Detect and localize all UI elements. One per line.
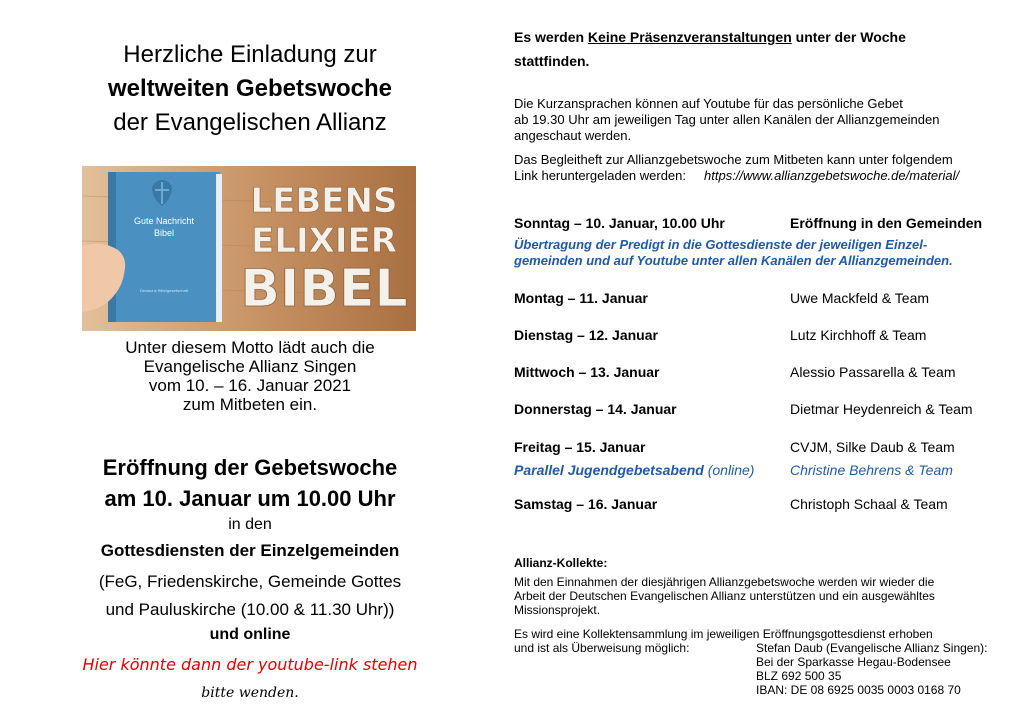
schedule-day-monday: Montag – 11. Januar <box>514 290 648 306</box>
in-den-text: in den <box>228 516 272 533</box>
opening-line-1: Eröffnung der Gebetswoche <box>102 455 398 480</box>
youtube-link-placeholder[interactable]: Hier könnte dann der youtube-link stehen <box>82 655 418 674</box>
churches-line-2: und Pauluskirche (10.00 & 11.30 Uhr)) <box>105 600 395 619</box>
material-link[interactable]: https://www.allianzgebetswoche.de/material/ <box>704 168 960 183</box>
title-line-3: der Evangelischen Allianz <box>113 109 387 136</box>
motto-line-1: Unter diesem Motto lädt auch die <box>125 338 375 357</box>
schedule-team-sunday: Eröffnung in den Gemeinden <box>790 215 983 231</box>
bank-name: Bei der Sparkasse Hegau-Bodensee <box>756 655 951 669</box>
book-shape <box>108 172 222 322</box>
intro-line-2: stattfinden. <box>514 53 590 69</box>
collection-transfer-line: Es wird eine Kollektensammlung im jeweiligen Eröffnungsgottesdienst erhoben <box>514 627 933 641</box>
schedule-day-wednesday: Mittwoch – 13. Januar <box>514 364 660 380</box>
word-elixier: ELIXIER <box>251 221 397 261</box>
friday-youth-event: Parallel Jugendgebetsabend (online) <box>514 462 755 478</box>
intro-notice <box>514 25 984 73</box>
friday-youth-team: Christine Behrens & Team <box>790 462 953 478</box>
schedule-day-friday: Freitag – 15. Januar <box>514 439 646 455</box>
left-column <box>0 0 500 724</box>
schedule-day-tuesday: Dienstag – 12. Januar <box>514 327 658 343</box>
title-line-1: Herzliche Einladung zur <box>123 41 377 68</box>
motto-text <box>0 338 500 414</box>
bank-details <box>756 641 1024 697</box>
schedule-team-saturday: Christoph Schaal & Team <box>790 496 948 512</box>
youtube-info-paragraph: Die Kurzansprachen können auf Youtube für das persönliche Gebet ab 19.30 Uhr am jeweiligen Tag unter allen Kanälen der Allianzgemeinden angeschaut werden. <box>514 96 940 143</box>
schedule-team-friday: CVJM, Silke Daub & Team <box>790 439 955 455</box>
bank-iban: IBAN: DE 08 6925 0035 0003 0168 70 <box>756 683 961 697</box>
schedule-team-thursday: Dietmar Heydenreich & Team <box>790 401 973 417</box>
schedule-team-monday: Uwe Mackfeld & Team <box>790 290 930 306</box>
intro-line-1: Es werden Keine Präsenzveranstaltungen unter der Woche <box>514 29 906 45</box>
motto-line-4: zum Mitbeten ein. <box>182 395 318 414</box>
collection-transfer-line-2: und ist als Überweisung möglich: <box>514 641 690 655</box>
no-events-underlined: Keine Präsenzveranstaltungen <box>587 29 792 45</box>
invitation-title <box>0 38 500 140</box>
title-line-2: weltweiten Gebetswoche <box>107 75 393 102</box>
book-publisher: Deutsche Bibelgesellschaft <box>139 288 189 293</box>
collection-heading: Allianz-Kollekte: <box>514 556 608 570</box>
bitte-wenden-text: bitte wenden. <box>201 685 299 701</box>
collection-paragraph: Mit den Einnahmen der diesjährigen Allianzgebetswoche werden wir wieder die Arbeit der Deutschen Evangelischen Allianz unterstützen und ein ausgewähltes Missionsprojekt. <box>514 575 935 617</box>
book-label-1: Gute Nachricht <box>133 216 195 226</box>
sunday-broadcast-note: Übertragung der Predigt in die Gottesdienste der jeweiligen Einzel- gemeinden und auf Youtube unter allen Kanälen der Allianzgemeinden. <box>514 237 953 268</box>
opening-line-2: am 10. Januar um 10.00 Uhr <box>104 486 396 511</box>
schedule-day-sunday: Sonntag – 10. Januar, 10.00 Uhr <box>514 215 725 231</box>
opening-heading <box>0 452 500 514</box>
bible-illustration <box>82 166 416 331</box>
churches-list <box>0 568 500 624</box>
schedule-day-saturday: Samstag – 16. Januar <box>514 496 658 512</box>
schedule-day-thursday: Donnerstag – 14. Januar <box>514 401 677 417</box>
motto-line-3: vom 10. – 16. Januar 2021 <box>148 376 352 395</box>
booklet-paragraph: Das Begleitheft zur Allianzgebetswoche zum Mitbeten kann unter folgendem Link heruntergeladen werden: https://www.allianzgebetswoche.de/material/ <box>514 152 960 183</box>
churches-line-1: (FeG, Friedenskirche, Gemeinde Gottes <box>98 572 402 591</box>
book-label-2: Bibel <box>153 228 175 238</box>
gottesdienste-text: Gottesdiensten der Einzelgemeinden <box>100 541 400 560</box>
bible-photo <box>82 166 416 331</box>
word-lebens: LEBENS <box>250 181 398 221</box>
und-online-text: und online <box>209 626 291 643</box>
motto-line-2: Evangelische Allianz Singen <box>143 357 357 376</box>
bank-account-holder: Stefan Daub (Evangelische Allianz Singen): <box>756 641 988 655</box>
bank-blz: BLZ 692 500 35 <box>756 669 842 683</box>
word-bibel: BIBEL <box>240 259 408 319</box>
schedule-team-wednesday: Alessio Passarella & Team <box>790 364 956 380</box>
schedule-team-tuesday: Lutz Kirchhoff & Team <box>790 327 927 343</box>
